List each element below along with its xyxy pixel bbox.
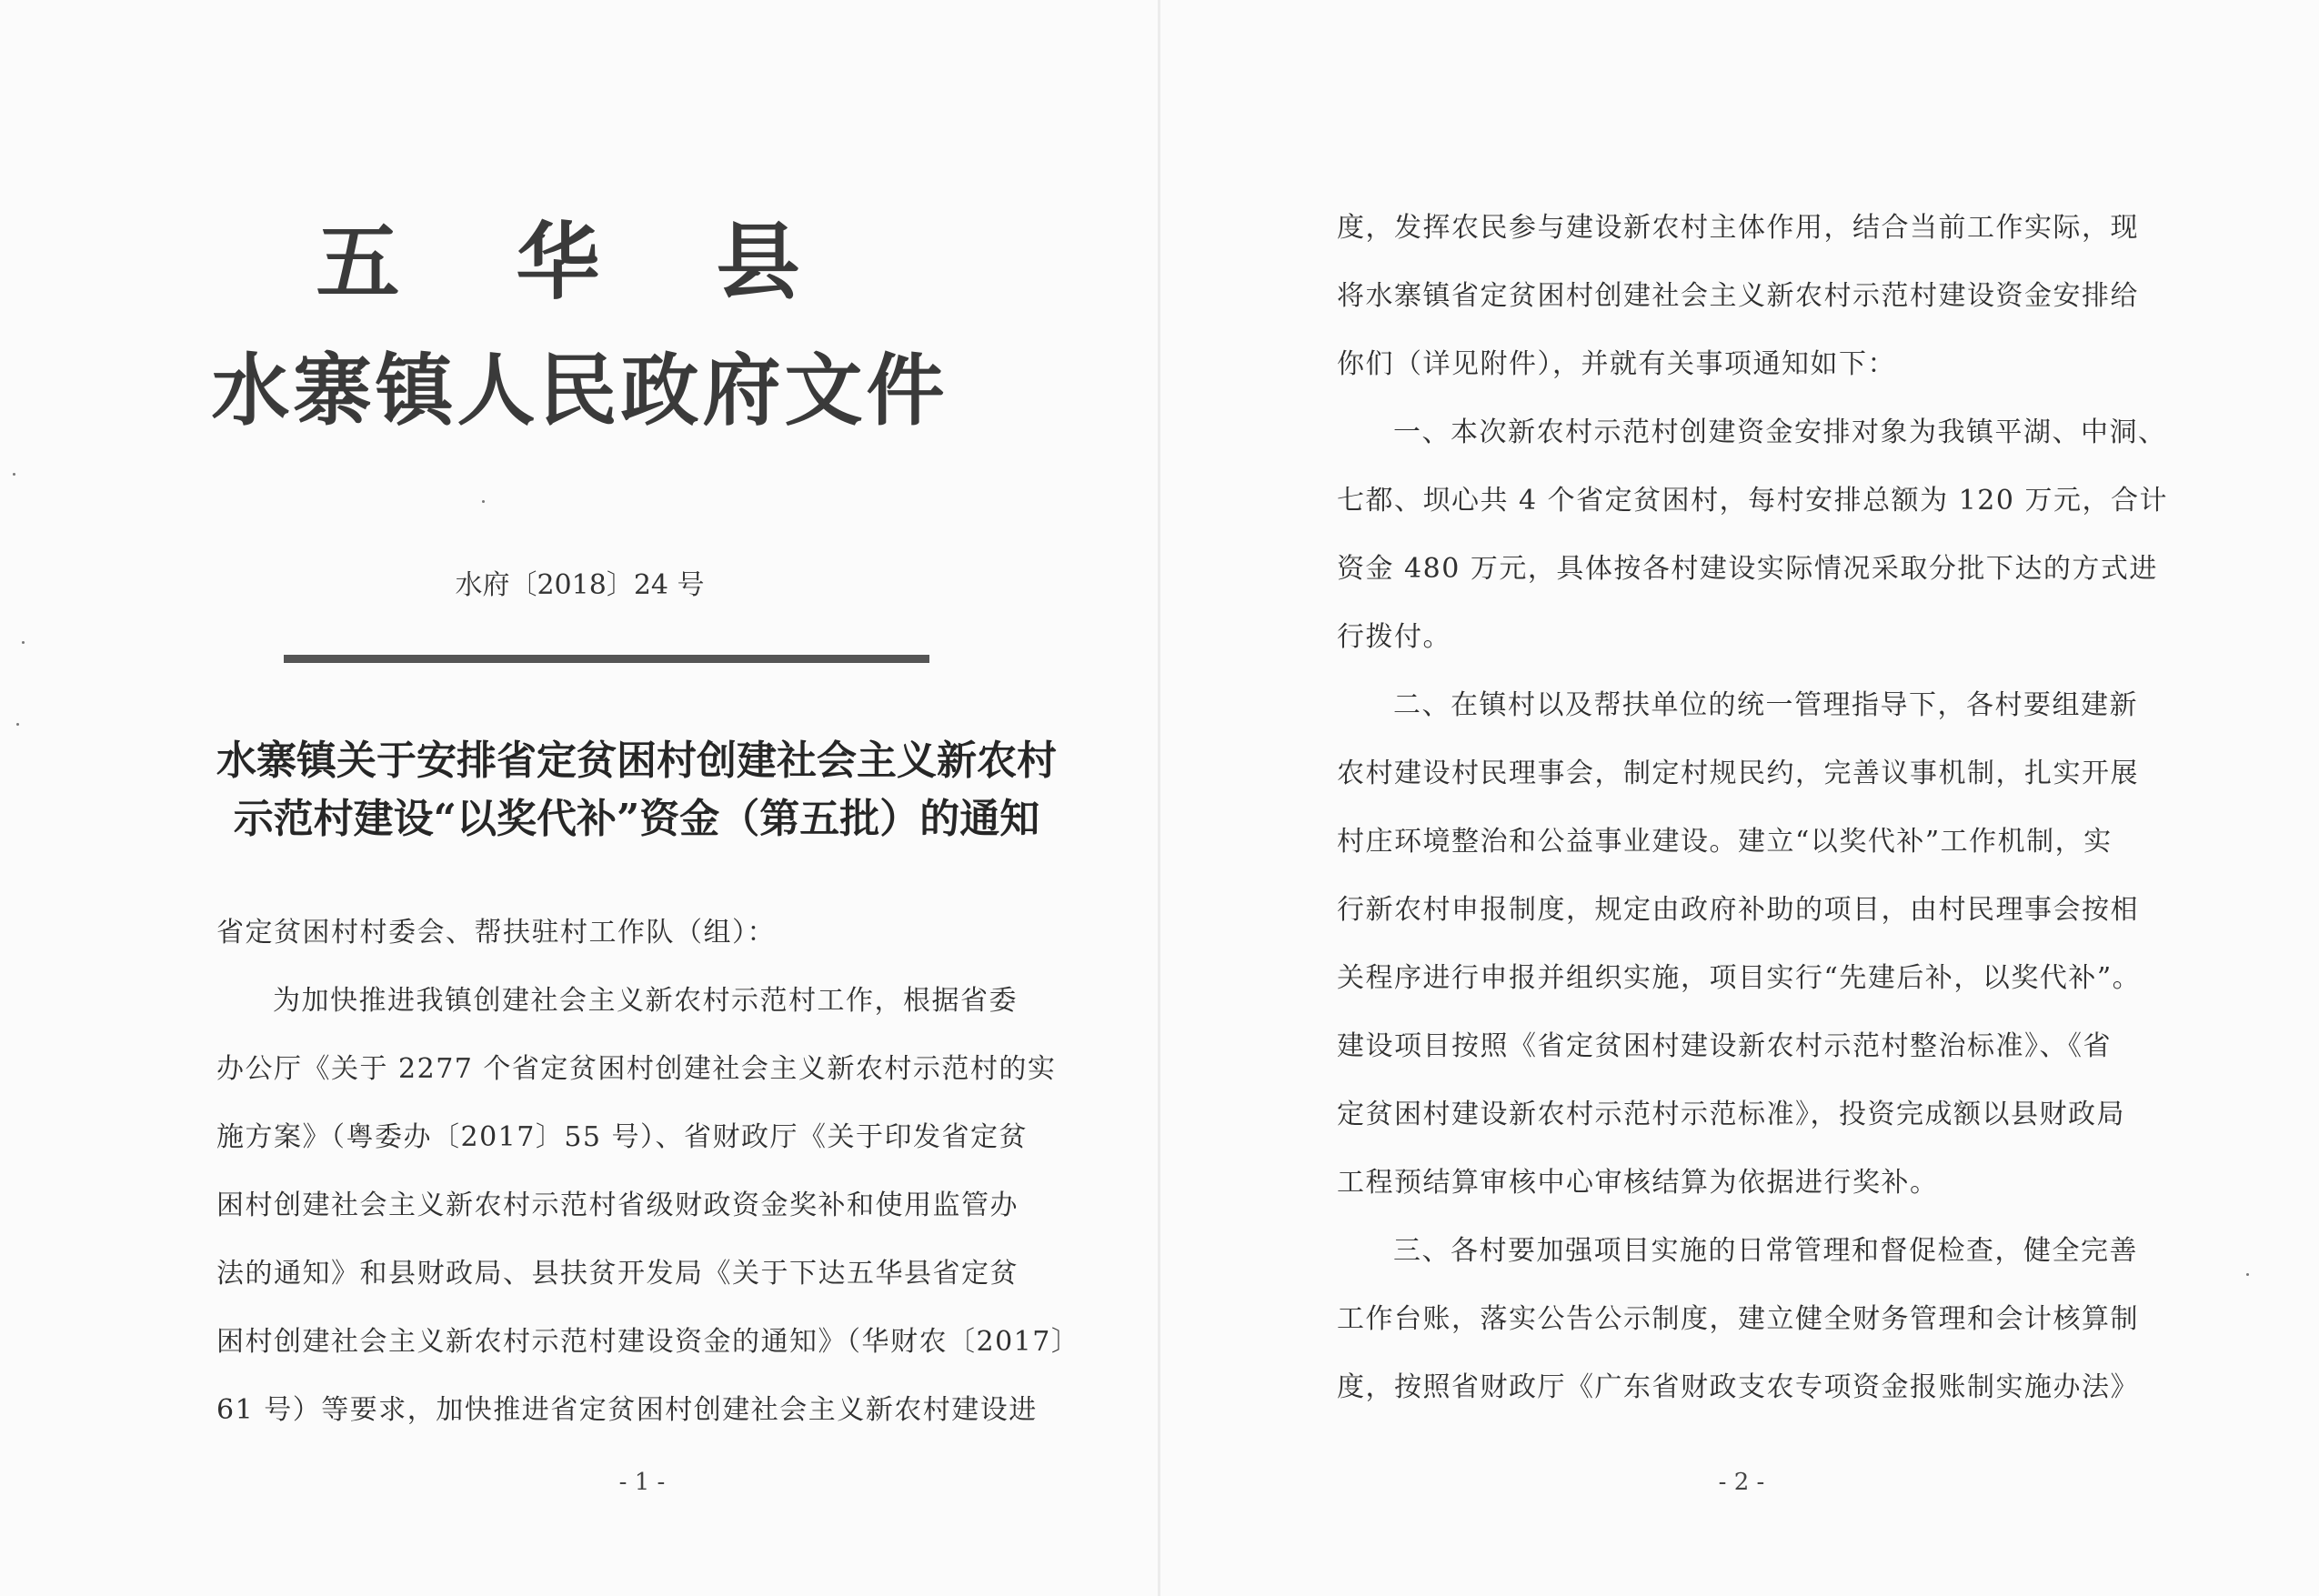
body-line: 困村创建社会主义新农村示范村建设资金的通知》（华财农〔2017〕 [216,1326,1080,1358]
page-number: - 2 - [1718,1469,1765,1496]
body-line: 农村建设村民理事会，制定村规民约，完善议事机制，扎实开展 [1337,758,2139,789]
page-number: - 1 - [618,1469,666,1496]
body-line: 一、本次新农村示范村创建资金安排对象为我镇平湖、中洞、 [1393,417,2167,448]
header-rule [284,655,929,663]
title-line-2: 示范村建设“以奖代补”资金（第五批）的通知 [233,796,1040,842]
scan-speck [22,641,25,644]
document-title [182,732,1091,848]
body-line: 将水寨镇省定贫困村创建社会主义新农村示范村建设资金安排给 [1337,280,2139,312]
scan-speck [13,473,15,476]
body-line: 三、各村要加强项目实施的日常管理和督促检查，健全完善 [1393,1235,2138,1267]
salutation: 省定贫困村村委会、帮扶驻村工作队（组）： [216,917,776,949]
scan-speck [2246,1273,2249,1276]
document-number: 水府〔2018〕24 号 [455,569,705,601]
title-line-1: 水寨镇关于安排省定贫困村创建社会主义新农村 [216,738,1057,784]
body-line: 工作台账，落实公告公示制度，建立健全财务管理和会计核算制 [1337,1303,2139,1335]
body-line: 法的通知》和县财政局、县扶贫开发局《关于下达五华县省定贫 [216,1258,1019,1290]
body-line: 为加快推进我镇创建社会主义新农村示范村工作，根据省委 [273,985,1018,1017]
body-line: 工程预结算审核中心审核结算为依据进行奖补。 [1337,1167,1939,1199]
right-page [1160,0,2319,1596]
body-line: 度，按照省财政厅《广东省财政支农专项资金报账制实施办法》 [1337,1371,2139,1403]
issuing-authority: 水寨镇人民政府文件 [211,345,949,437]
body-line: 度，发挥农民参与建设新农村主体作用，结合当前工作实际，现 [1337,212,2139,244]
body-line: 你们（详见附件），并就有关事项通知如下： [1337,348,1896,380]
body-line: 行拨付。 [1337,621,1451,653]
body-line: 施方案》（粤委办〔2017〕55 号）、省财政厅《关于印发省定贫 [216,1121,1029,1153]
body-line: 关程序进行申报并组织实施，项目实行“先建后补，以奖代补”。 [1337,962,2142,994]
body-line: 办公厅《关于 2277 个省定贫困村创建社会主义新农村示范村的实 [216,1053,1057,1085]
scan-speck [16,723,19,726]
body-line: 七都、坝心共 4 个省定贫困村，每村安排总额为 120 万元，合计 [1337,485,2168,517]
body-line: 建设项目按照《省定贫困村建设新农村示范村整治标准》、《省 [1337,1030,2112,1062]
body-line: 村庄环境整治和公益事业建设。建立“以奖代补”工作机制，实 [1337,826,2113,858]
body-line: 资金 480 万元，具体按各村建设实际情况采取分批下达的方式进 [1337,553,2158,585]
body-line: 二、在镇村以及帮扶单位的统一管理指导下，各村要组建新 [1393,689,2138,721]
scan-speck [482,500,485,503]
body-line: 困村创建社会主义新农村示范村省级财政资金奖补和使用监管办 [216,1189,1019,1221]
issuing-county: 五 华 县 [316,213,844,311]
body-line: 行新农村申报制度，规定由政府补助的项目，由村民理事会按相 [1337,894,2139,926]
body-line: 61 号）等要求，加快推进省定贫困村创建社会主义新农村建设进 [216,1394,1038,1426]
body-line: 定贫困村建设新农村示范村示范标准》，投资完成额以县财政局 [1337,1099,2125,1130]
